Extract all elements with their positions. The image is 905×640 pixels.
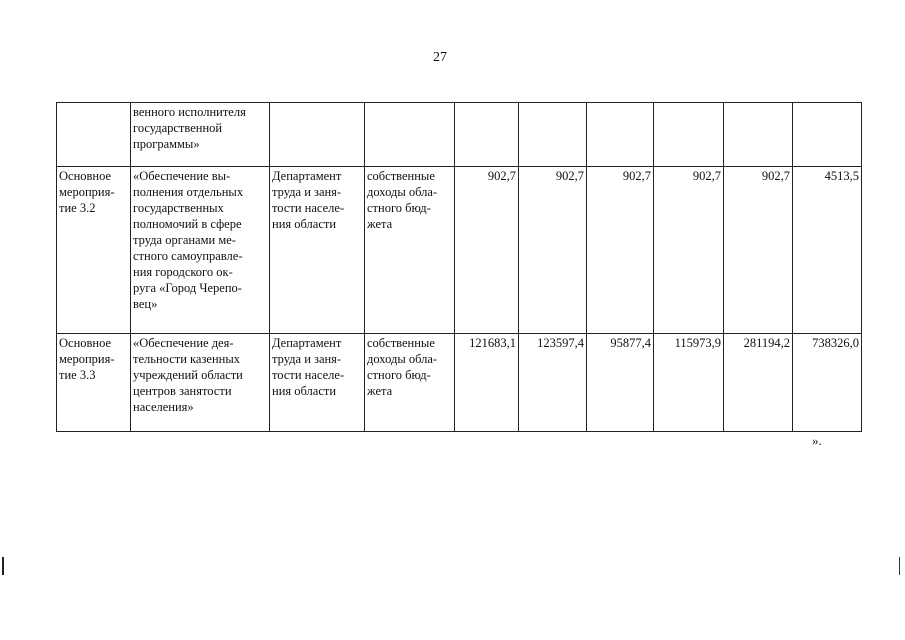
responsible-executor xyxy=(270,103,365,167)
closing-quote-mark: ». xyxy=(812,433,822,448)
value-cell: 121683,1 xyxy=(455,334,519,432)
row-label: Основное мероприя- тие 3.3 xyxy=(57,334,131,432)
value-cell: 738326,0 xyxy=(793,334,862,432)
value-cell: 902,7 xyxy=(519,167,587,334)
value-cell xyxy=(587,103,654,167)
value-cell: 902,7 xyxy=(654,167,724,334)
value-cell xyxy=(724,103,793,167)
funding-table xyxy=(56,102,862,432)
measure-name: «Обеспечение дея- тельности казенных учреждений области центров занятости населения» xyxy=(131,334,270,432)
funding-source: собственные доходы обла- стного бюд- жета xyxy=(365,167,455,334)
row-label: Основное мероприя- тие 3.2 xyxy=(57,167,131,334)
responsible-executor: Департамент труда и заня- тости населе- ния области xyxy=(270,167,365,334)
table-row xyxy=(57,103,862,167)
value-cell: 95877,4 xyxy=(587,334,654,432)
value-cell: 281194,2 xyxy=(724,334,793,432)
measure-name: венного исполнителя государственной программы» xyxy=(131,103,270,167)
table-row xyxy=(57,334,862,432)
measure-name: «Обеспечение вы- полнения отдельных государственных полномочий в сфере труда органами ме- стного самоуправле- ния городского ок- руга «Город Черепо- вец» xyxy=(131,167,270,334)
value-cell: 4513,5 xyxy=(793,167,862,334)
value-cell xyxy=(455,103,519,167)
value-cell xyxy=(519,103,587,167)
scan-edge-mark-left xyxy=(2,557,7,575)
responsible-executor: Департамент труда и заня- тости населе- ния области xyxy=(270,334,365,432)
table-row xyxy=(57,167,862,334)
funding-source xyxy=(365,103,455,167)
scan-edge-mark-right xyxy=(899,557,903,575)
value-cell: 115973,9 xyxy=(654,334,724,432)
value-cell xyxy=(793,103,862,167)
value-cell xyxy=(654,103,724,167)
value-cell: 902,7 xyxy=(724,167,793,334)
page-number: 27 xyxy=(433,50,447,65)
funding-source: собственные доходы обла- стного бюд- жета xyxy=(365,334,455,432)
value-cell: 902,7 xyxy=(455,167,519,334)
row-label xyxy=(57,103,131,167)
value-cell: 123597,4 xyxy=(519,334,587,432)
value-cell: 902,7 xyxy=(587,167,654,334)
